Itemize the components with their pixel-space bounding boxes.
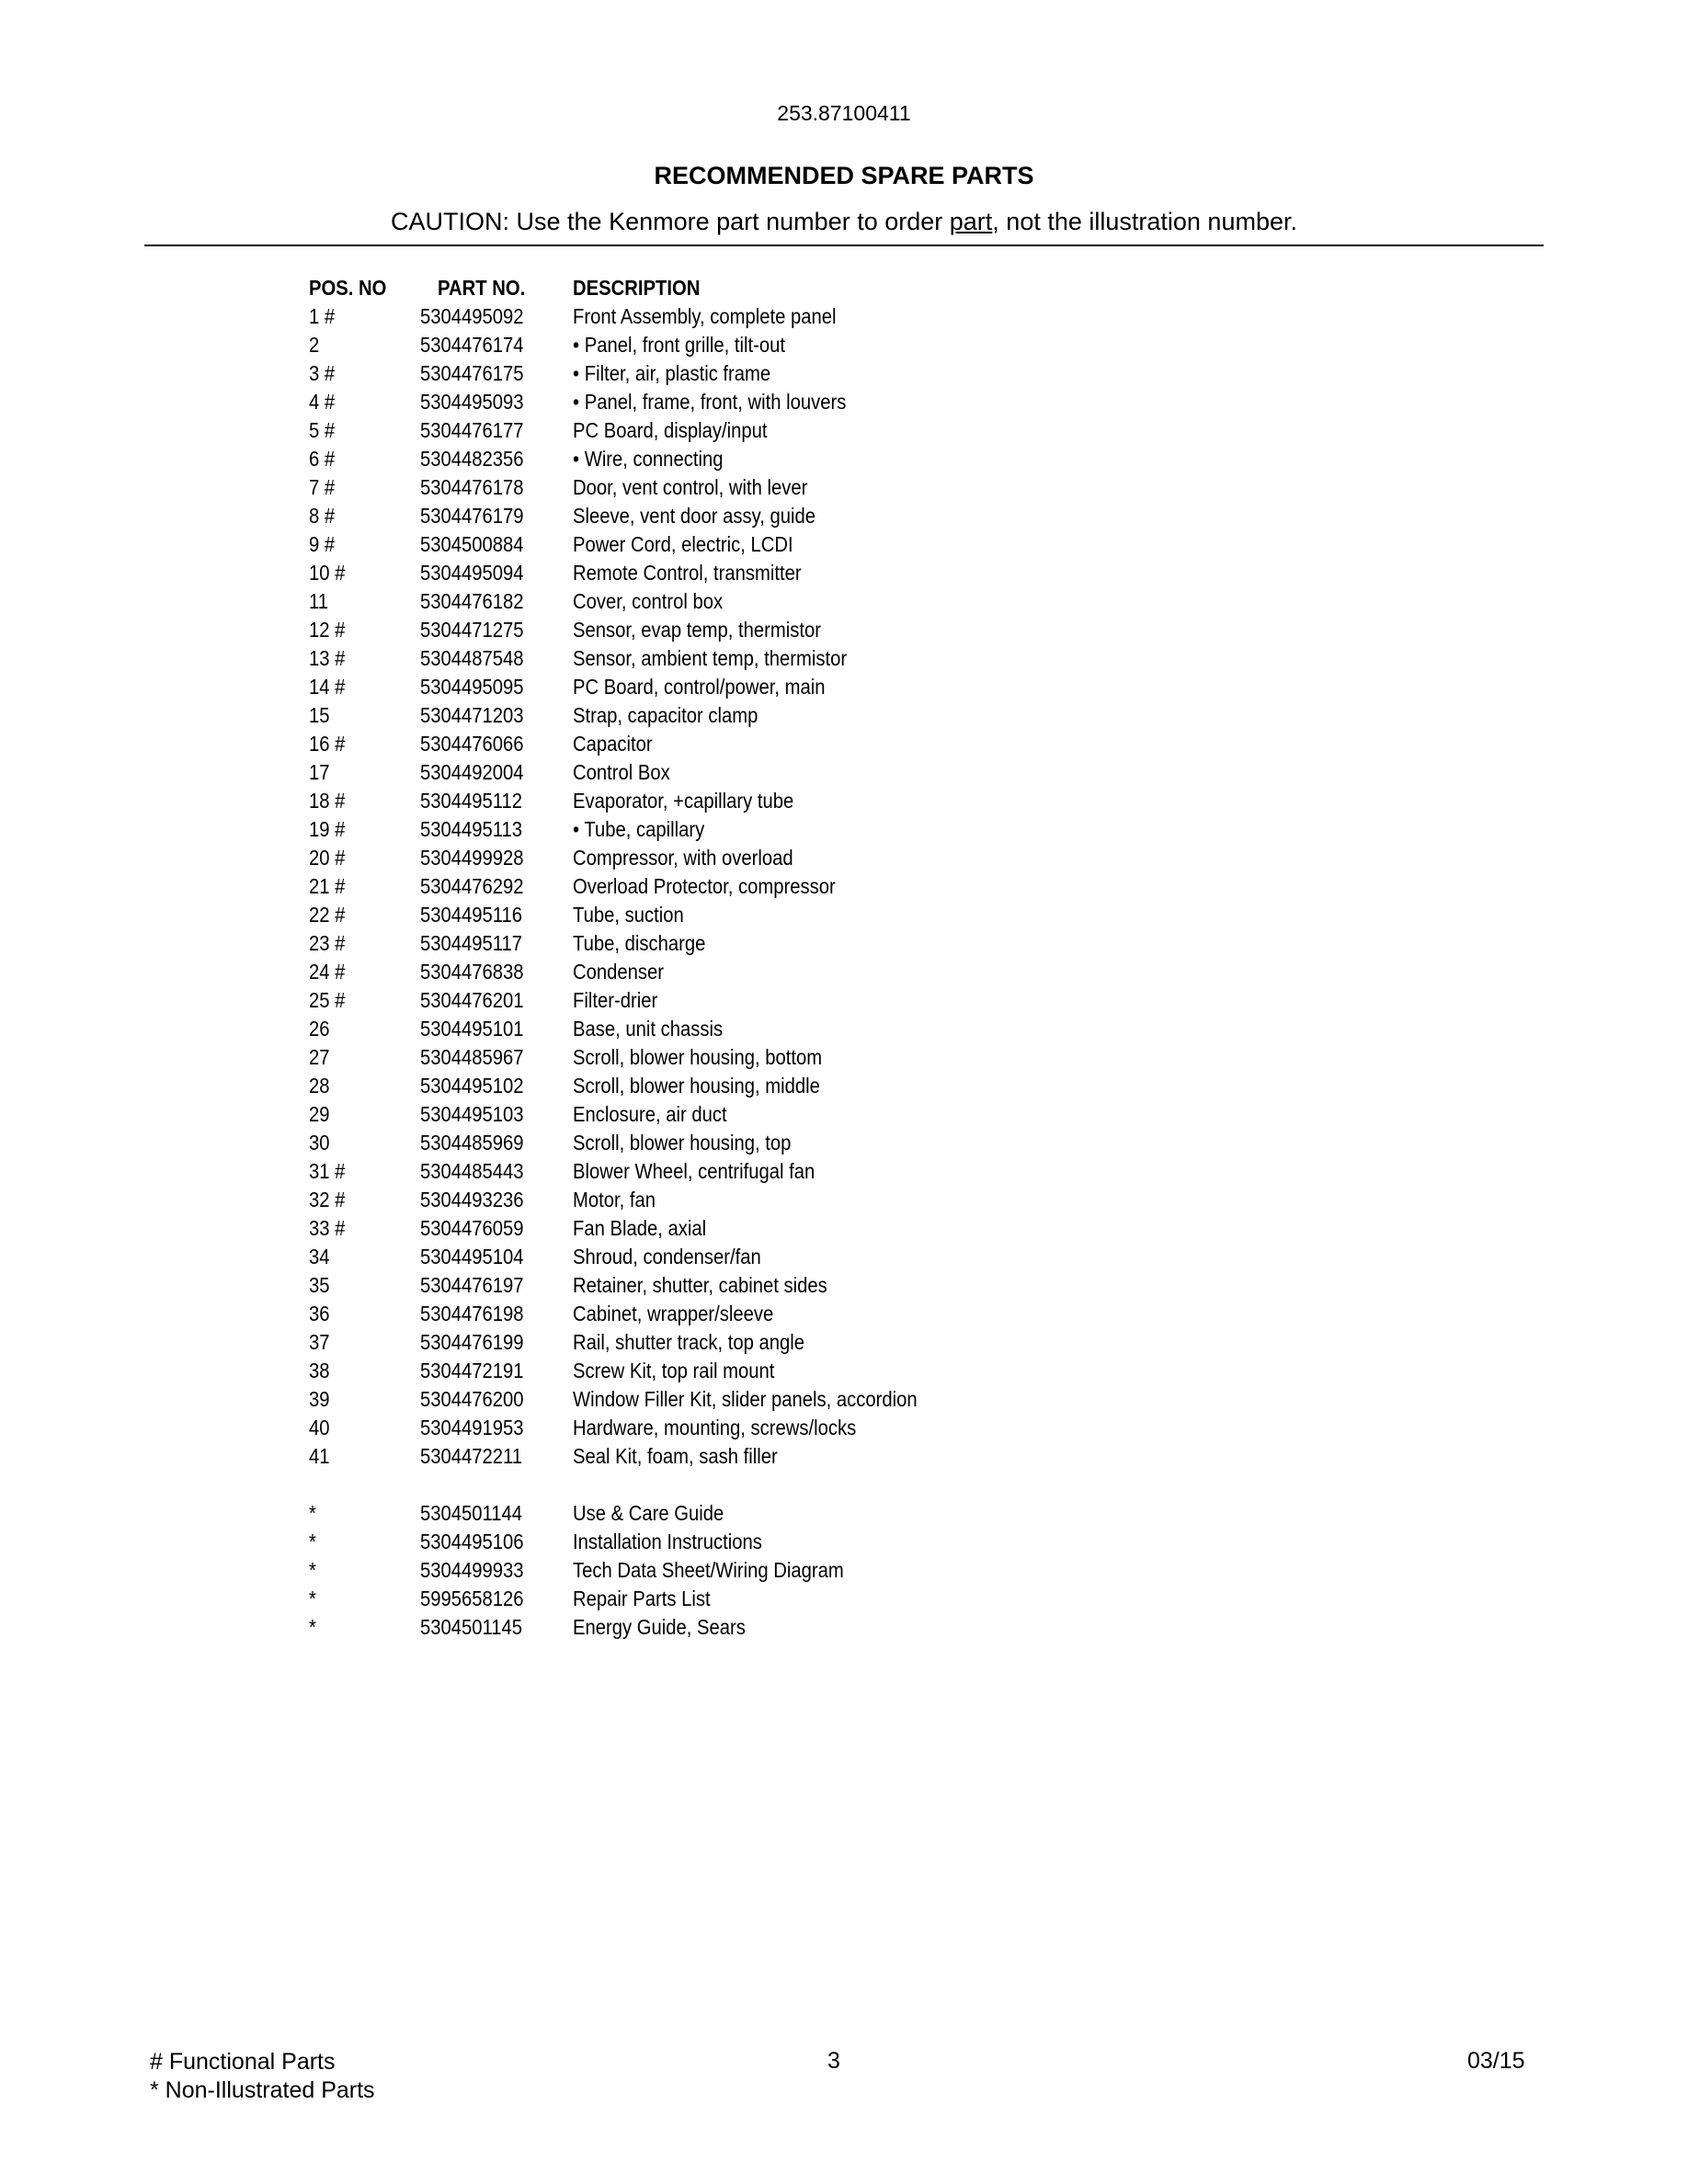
caution-suffix: , not the illustration number. <box>992 208 1297 235</box>
table-row <box>0 1100 1688 1129</box>
pos-cell: 26 <box>309 1017 330 1041</box>
pos-cell: 24 # <box>309 960 346 984</box>
table-row <box>0 559 1688 587</box>
part-number-cell: 5304495092 <box>420 304 524 328</box>
pos-cell: 36 <box>309 1302 330 1325</box>
table-row <box>0 1243 1688 1271</box>
pos-cell: 2 <box>309 333 320 357</box>
pos-cell: * <box>309 1501 316 1525</box>
part-number-cell: 5304495101 <box>420 1017 524 1041</box>
legend-non-illustrated: * Non-Illustrated Parts <box>150 2077 375 2103</box>
part-number-cell: 5304476838 <box>420 960 524 984</box>
table-row <box>0 1186 1688 1214</box>
pos-cell: 7 # <box>309 475 336 499</box>
description-cell: Retainer, shutter, cabinet sides <box>573 1273 827 1297</box>
table-row <box>0 1214 1688 1243</box>
table-row <box>0 1613 1688 1642</box>
description-cell: Capacitor <box>573 732 653 756</box>
part-number-cell: 5304476200 <box>420 1387 524 1411</box>
pos-cell: 39 <box>309 1387 330 1411</box>
pos-cell: 20 # <box>309 846 346 870</box>
table-row <box>0 1129 1688 1157</box>
description-cell: Repair Parts List <box>573 1587 711 1610</box>
pos-cell: 27 <box>309 1045 330 1069</box>
table-row <box>0 1556 1688 1585</box>
part-number-cell: 5304476199 <box>420 1330 524 1354</box>
pos-cell: 33 # <box>309 1216 346 1240</box>
table-row <box>0 929 1688 958</box>
part-number-cell: 5304495103 <box>420 1102 524 1126</box>
caution-prefix: CAUTION: Use the Kenmore part number to order <box>391 208 950 235</box>
page-number: 3 <box>827 2048 840 2074</box>
part-number-cell: 5304476197 <box>420 1273 524 1297</box>
part-number-cell: 5304495093 <box>420 390 524 414</box>
table-row <box>0 616 1688 644</box>
part-number-cell: 5304495113 <box>420 817 523 841</box>
description-cell: Power Cord, electric, LCDI <box>573 532 793 556</box>
part-number-cell: 5304499928 <box>420 846 524 870</box>
description-cell: Remote Control, transmitter <box>573 561 802 585</box>
part-number-cell: 5304476179 <box>420 504 524 528</box>
pos-cell: 40 <box>309 1416 330 1439</box>
revision-date: 03/15 <box>1467 2048 1525 2074</box>
part-number-cell: 5304476174 <box>420 333 524 357</box>
table-row <box>0 1499 1688 1528</box>
pos-cell: * <box>309 1587 316 1610</box>
table-row <box>0 701 1688 730</box>
table-row <box>0 388 1688 416</box>
part-number-cell: 5304485443 <box>420 1159 524 1183</box>
description-cell: Motor, fan <box>573 1188 656 1211</box>
description-cell: Front Assembly, complete panel <box>573 304 837 328</box>
part-number-cell: 5304476178 <box>420 475 524 499</box>
pos-cell: 15 <box>309 703 330 727</box>
description-cell: Window Filler Kit, slider panels, accordion <box>573 1387 918 1411</box>
table-row <box>0 1442 1688 1471</box>
table-row <box>0 673 1688 701</box>
description-cell: PC Board, display/input <box>573 418 768 442</box>
part-number-cell: 5304500884 <box>420 532 524 556</box>
table-row <box>0 530 1688 559</box>
part-number-cell: 5304482356 <box>420 447 524 471</box>
description-cell: Sensor, ambient temp, thermistor <box>573 646 848 670</box>
description-cell: Filter-drier <box>573 988 658 1012</box>
header-divider <box>144 245 1544 246</box>
description-cell: Scroll, blower housing, middle <box>573 1074 820 1098</box>
description-cell: Tech Data Sheet/Wiring Diagram <box>573 1558 844 1582</box>
description-cell: Overload Protector, compressor <box>573 874 836 898</box>
part-number-cell: 5304472191 <box>420 1359 524 1382</box>
table-row <box>0 844 1688 872</box>
description-cell: Blower Wheel, centrifugal fan <box>573 1159 815 1183</box>
parts-table <box>0 274 1688 1642</box>
description-cell: Use & Care Guide <box>573 1501 724 1525</box>
column-header-pos: POS. NO <box>309 276 387 300</box>
column-header-part: PART NO. <box>438 276 526 300</box>
description-cell: Fan Blade, axial <box>573 1216 707 1240</box>
table-row <box>0 1528 1688 1556</box>
pos-cell: 1 # <box>309 304 336 328</box>
part-number-cell: 5304501144 <box>420 1501 523 1525</box>
part-number-cell: 5304476201 <box>420 988 524 1012</box>
description-cell: Cabinet, wrapper/sleeve <box>573 1302 774 1325</box>
part-number-cell: 5304471275 <box>420 618 524 642</box>
pos-cell: 22 # <box>309 903 346 927</box>
part-number-cell: 5304476182 <box>420 589 524 613</box>
part-number-cell: 5304476066 <box>420 732 524 756</box>
table-header-row <box>0 274 1688 302</box>
table-row <box>0 1328 1688 1357</box>
description-cell: Sensor, evap temp, thermistor <box>573 618 821 642</box>
pos-cell: 25 # <box>309 988 346 1012</box>
description-cell: Scroll, blower housing, bottom <box>573 1045 823 1069</box>
part-number-cell: 5304495104 <box>420 1245 524 1268</box>
part-number-cell: 5304495102 <box>420 1074 524 1098</box>
table-row <box>0 901 1688 929</box>
table-row <box>0 445 1688 473</box>
description-cell: Screw Kit, top rail mount <box>573 1359 775 1382</box>
pos-cell: 8 # <box>309 504 336 528</box>
part-number-cell: 5304495112 <box>420 789 523 813</box>
pos-cell: 23 # <box>309 931 346 955</box>
table-row <box>0 872 1688 901</box>
description-cell: • Panel, frame, front, with louvers <box>573 390 847 414</box>
pos-cell: * <box>309 1530 316 1553</box>
part-number-cell: 5304476059 <box>420 1216 524 1240</box>
table-row <box>0 986 1688 1015</box>
part-number-cell: 5995658126 <box>420 1587 524 1610</box>
table-row <box>0 1357 1688 1385</box>
pos-cell: 11 <box>309 589 329 613</box>
pos-cell: 10 # <box>309 561 346 585</box>
part-number-cell: 5304493236 <box>420 1188 524 1211</box>
table-row <box>0 416 1688 445</box>
pos-cell: 5 # <box>309 418 336 442</box>
description-cell: Installation Instructions <box>573 1530 762 1553</box>
footer-legend <box>150 2048 375 2105</box>
caution-note <box>0 208 1688 236</box>
part-number-cell: 5304495116 <box>420 903 523 927</box>
part-number-cell: 5304487548 <box>420 646 524 670</box>
description-cell: Strap, capacitor clamp <box>573 703 758 727</box>
part-number-cell: 5304495106 <box>420 1530 524 1553</box>
pos-cell: * <box>309 1615 316 1639</box>
part-number-cell: 5304491953 <box>420 1416 524 1439</box>
pos-cell: 12 # <box>309 618 346 642</box>
description-cell: • Filter, air, plastic frame <box>573 361 771 385</box>
pos-cell: 14 # <box>309 675 346 699</box>
pos-cell: 28 <box>309 1074 330 1098</box>
part-number-cell: 5304476292 <box>420 874 524 898</box>
model-number: 253.87100411 <box>777 101 911 125</box>
description-cell: Condenser <box>573 960 665 984</box>
description-cell: Energy Guide, Sears <box>573 1615 746 1639</box>
table-row <box>0 815 1688 844</box>
table-row <box>0 331 1688 359</box>
table-row <box>0 644 1688 673</box>
description-cell: Seal Kit, foam, sash filler <box>573 1444 778 1468</box>
pos-cell: 31 # <box>309 1159 346 1183</box>
pos-cell: 9 # <box>309 532 336 556</box>
description-cell: Control Box <box>573 760 670 784</box>
pos-cell: 17 <box>309 760 330 784</box>
description-cell: • Tube, capillary <box>573 817 705 841</box>
part-number-cell: 5304499933 <box>420 1558 524 1582</box>
pos-cell: 13 # <box>309 646 346 670</box>
description-cell: Cover, control box <box>573 589 724 613</box>
pos-cell: 32 # <box>309 1188 346 1211</box>
pos-cell: 30 <box>309 1131 330 1155</box>
table-row <box>0 359 1688 388</box>
description-cell: Evaporator, +capillary tube <box>573 789 794 813</box>
pos-cell: 38 <box>309 1359 330 1382</box>
description-cell: Rail, shutter track, top angle <box>573 1330 805 1354</box>
part-number-cell: 5304495094 <box>420 561 524 585</box>
pos-cell: 18 # <box>309 789 346 813</box>
pos-cell: 37 <box>309 1330 330 1354</box>
part-number-cell: 5304495117 <box>420 931 523 955</box>
description-cell: • Panel, front grille, tilt-out <box>573 333 785 357</box>
pos-cell: 21 # <box>309 874 346 898</box>
pos-cell: 41 <box>309 1444 330 1468</box>
table-row <box>0 1157 1688 1186</box>
table-row <box>0 730 1688 758</box>
parts-rows <box>0 302 1688 1471</box>
part-number-cell: 5304495095 <box>420 675 524 699</box>
table-row <box>0 1043 1688 1072</box>
table-row <box>0 1300 1688 1328</box>
non-illustrated-rows <box>0 1499 1688 1642</box>
caution-underlined-word: part <box>949 208 993 235</box>
part-number-cell: 5304476177 <box>420 418 524 442</box>
pos-cell: 35 <box>309 1273 330 1297</box>
pos-cell: 3 # <box>309 361 336 385</box>
description-cell: PC Board, control/power, main <box>573 675 826 699</box>
pos-cell: * <box>309 1558 316 1582</box>
part-number-cell: 5304501145 <box>420 1615 523 1639</box>
description-cell: Compressor, with overload <box>573 846 793 870</box>
description-cell: Tube, discharge <box>573 931 706 955</box>
column-header-desc: DESCRIPTION <box>573 276 701 300</box>
page-title: RECOMMENDED SPARE PARTS <box>654 162 1034 189</box>
part-number-cell: 5304472211 <box>420 1444 523 1468</box>
table-row <box>0 958 1688 986</box>
pos-cell: 19 # <box>309 817 346 841</box>
pos-cell: 29 <box>309 1102 330 1126</box>
description-cell: Sleeve, vent door assy, guide <box>573 504 816 528</box>
part-number-cell: 5304492004 <box>420 760 524 784</box>
description-cell: Scroll, blower housing, top <box>573 1131 792 1155</box>
pos-cell: 6 # <box>309 447 336 471</box>
description-cell: • Wire, connecting <box>573 447 724 471</box>
description-cell: Hardware, mounting, screws/locks <box>573 1416 857 1439</box>
table-row <box>0 1015 1688 1043</box>
legend-functional: # Functional Parts <box>150 2049 336 2075</box>
description-cell: Base, unit chassis <box>573 1017 724 1041</box>
pos-cell: 4 # <box>309 390 336 414</box>
part-number-cell: 5304485967 <box>420 1045 524 1069</box>
table-row <box>0 787 1688 815</box>
table-row <box>0 1385 1688 1414</box>
part-number-cell: 5304476175 <box>420 361 524 385</box>
part-number-cell: 5304485969 <box>420 1131 524 1155</box>
description-cell: Enclosure, air duct <box>573 1102 727 1126</box>
table-row <box>0 302 1688 331</box>
pos-cell: 34 <box>309 1245 330 1268</box>
table-row <box>0 502 1688 530</box>
table-row <box>0 1072 1688 1100</box>
table-row <box>0 1271 1688 1300</box>
table-row <box>0 1585 1688 1613</box>
description-cell: Shroud, condenser/fan <box>573 1245 761 1268</box>
description-cell: Door, vent control, with lever <box>573 475 808 499</box>
part-number-cell: 5304471203 <box>420 703 524 727</box>
table-row <box>0 758 1688 787</box>
pos-cell: 16 # <box>309 732 346 756</box>
description-cell: Tube, suction <box>573 903 684 927</box>
part-number-cell: 5304476198 <box>420 1302 524 1325</box>
table-row <box>0 473 1688 502</box>
table-row <box>0 587 1688 616</box>
table-row <box>0 1414 1688 1442</box>
